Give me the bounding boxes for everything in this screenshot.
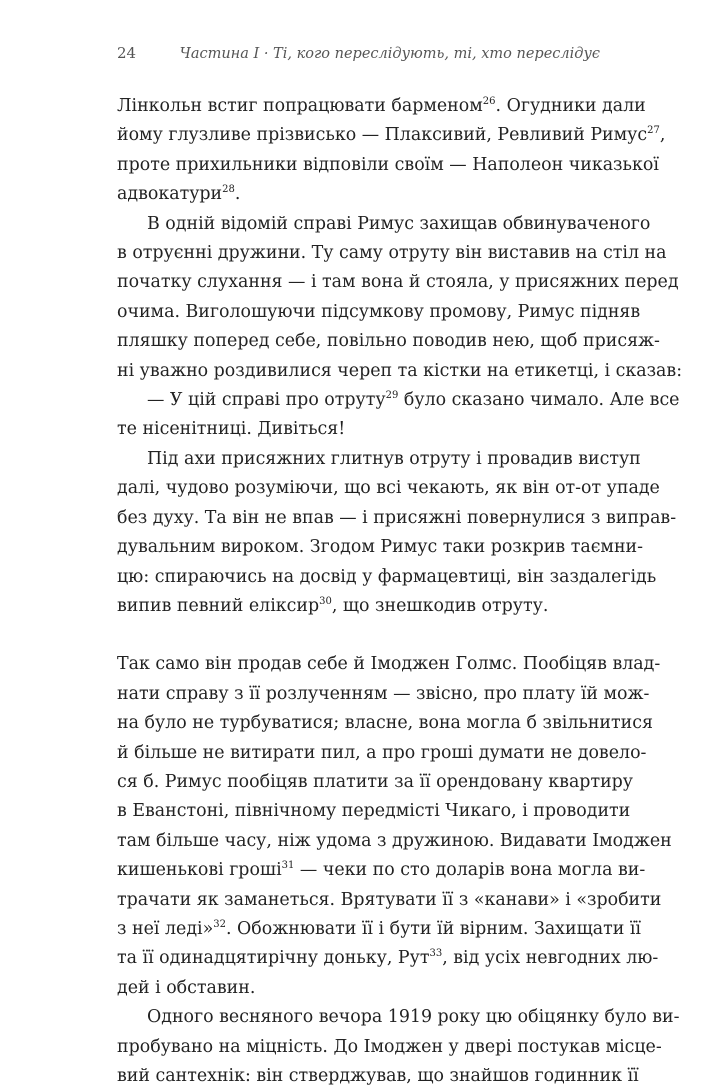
line-text: на було не турбуватися; власне, вона могла б звільнитися [117, 713, 653, 734]
paragraph [117, 1003, 680, 1091]
text-line [117, 474, 660, 503]
line-text: проте прихильники відповіли своїм — Наполеон чиказької [117, 154, 659, 175]
paragraph [117, 650, 672, 1003]
footnote-ref: 26 [482, 96, 496, 108]
text-line [117, 386, 680, 415]
text-line [117, 180, 600, 209]
text-line [117, 974, 600, 1003]
text-line [117, 239, 667, 268]
line-text: й більше не витирати пил, а про гроші думати не довело- [117, 742, 647, 763]
text-line [117, 856, 646, 885]
text-line [117, 415, 600, 444]
text-line [117, 886, 662, 915]
line-text: там більше часу, ніж удома з дружиною. Видавати Імоджен [117, 830, 672, 851]
line-text-after: — чеки по сто доларів вона могла ви- [294, 860, 646, 881]
footnote-ref: 27 [647, 125, 660, 137]
text-line [117, 1033, 662, 1062]
line-text: та її одинадцятирічну доньку, Рут [117, 948, 430, 969]
text-line [117, 797, 631, 826]
line-text: пробувано на міцність. До Імоджен у двері постукав місце- [117, 1036, 662, 1057]
text-line [117, 504, 677, 533]
line-text: йому глузливе прізвисько — Плаксивий, Ревливий Римус [117, 125, 648, 146]
page-number: 24 [117, 44, 137, 62]
line-text: Лінкольн встиг попрацювати барменом [117, 96, 483, 116]
text-line [117, 298, 641, 327]
text-line [117, 915, 641, 944]
text-line [117, 327, 660, 356]
paragraph [117, 92, 666, 210]
text-line [117, 944, 659, 973]
line-text: адвокатури [117, 184, 223, 205]
line-text-after: було сказано чимало. Але все [398, 390, 680, 411]
line-text: — У цій справі про отруту [147, 390, 386, 411]
line-text: Під ахи присяжних глитнув отруту і провадив виступ [147, 448, 641, 469]
line-text-after: . [234, 184, 241, 205]
text-line [117, 650, 661, 679]
footnote-ref: 31 [281, 860, 295, 872]
text-line [117, 268, 679, 297]
footnote-ref: 32 [213, 919, 226, 931]
text-line [117, 680, 650, 709]
line-text: ні уважно роздивилися череп та кістки на етикетці, і сказав: [117, 360, 683, 381]
text-line [117, 92, 646, 121]
line-text: дувальним вироком. Згодом Римус таки розкрив таємни- [117, 537, 644, 558]
line-text-after: . Огудники дали [495, 96, 646, 116]
line-text-after: , від усіх невгодних лю- [442, 948, 659, 969]
text-line [117, 563, 657, 592]
text-line [117, 210, 651, 239]
footnote-ref: 30 [319, 596, 332, 608]
line-text-after: . Обожнювати її і бути їй вірним. Захищати її [225, 918, 641, 939]
text-line [117, 709, 653, 738]
running-title: Частина I · Ті, кого переслідують, ті, хто переслідує [179, 46, 600, 62]
paragraph [117, 445, 677, 621]
text-line [117, 592, 600, 621]
text-line [117, 121, 666, 150]
text-line [117, 357, 683, 386]
text-line [117, 1062, 639, 1091]
line-text: нати справу з її розлученням — звісно, про плату їй мож- [117, 683, 650, 704]
line-text: далі, чудово розуміючи, що всі чекають, як він от-от упаде [117, 478, 660, 499]
line-text: без духу. Та він не впав — і присяжні повернулися з виправ- [117, 507, 677, 528]
line-text: Так само він продав себе й Імоджен Голмс. Пообіцяв влад- [117, 654, 661, 675]
line-text: цю: спираючись на досвід у фармацевтиці, він заздалегідь [117, 566, 657, 587]
line-text: дей і обставин. [117, 977, 256, 998]
text-line [117, 151, 659, 180]
line-text: початку слухання — і там вона й стояла, у присяжних перед [117, 272, 679, 293]
line-text: В одній відомій справі Римус захищав обвинуваченого [147, 213, 651, 234]
paragraph [117, 386, 680, 445]
line-text-after: , що знешкодив отруту. [331, 595, 549, 616]
text-line [117, 768, 634, 797]
line-text: ся б. Римус пообіцяв платити за її орендовану квартиру [117, 771, 634, 792]
text-line [117, 739, 647, 768]
line-text: з неї леді» [117, 918, 214, 939]
paragraph [117, 210, 683, 386]
body-text [117, 92, 683, 1091]
line-text: вий сантехнік: він стверджував, що знайшов годинник її [117, 1066, 639, 1086]
line-text: трачати як заманеться. Врятувати її з «канави» і «зробити [117, 889, 662, 910]
line-text: пляшку поперед себе, повільно поводив нею, щоб присяж- [117, 331, 660, 352]
text-line [117, 827, 672, 856]
text-line [117, 445, 641, 474]
running-head [117, 44, 600, 74]
line-text: в отруєнні дружини. Ту саму отруту він виставив на стіл на [117, 243, 667, 264]
footnote-ref: 33 [429, 948, 443, 960]
text-line [117, 533, 644, 562]
line-text: кишенькові гроші [117, 860, 282, 881]
section-break [117, 621, 600, 650]
footnote-ref: 28 [222, 184, 235, 196]
line-text: в Еванстоні, північному передмісті Чикаго, і проводити [117, 801, 631, 822]
footnote-ref: 29 [385, 390, 399, 402]
line-text: Одного весняного вечора 1919 року цю обіцянку було ви- [147, 1007, 680, 1028]
line-text: те нісенітниці. Дивіться! [117, 419, 346, 440]
line-text-after: , [659, 125, 666, 146]
text-line [117, 1003, 680, 1032]
book-page [117, 44, 683, 1091]
line-text: очима. Виголошуючи підсумкову промову, Римус підняв [117, 301, 641, 322]
line-text: випив певний еліксир [117, 595, 320, 616]
